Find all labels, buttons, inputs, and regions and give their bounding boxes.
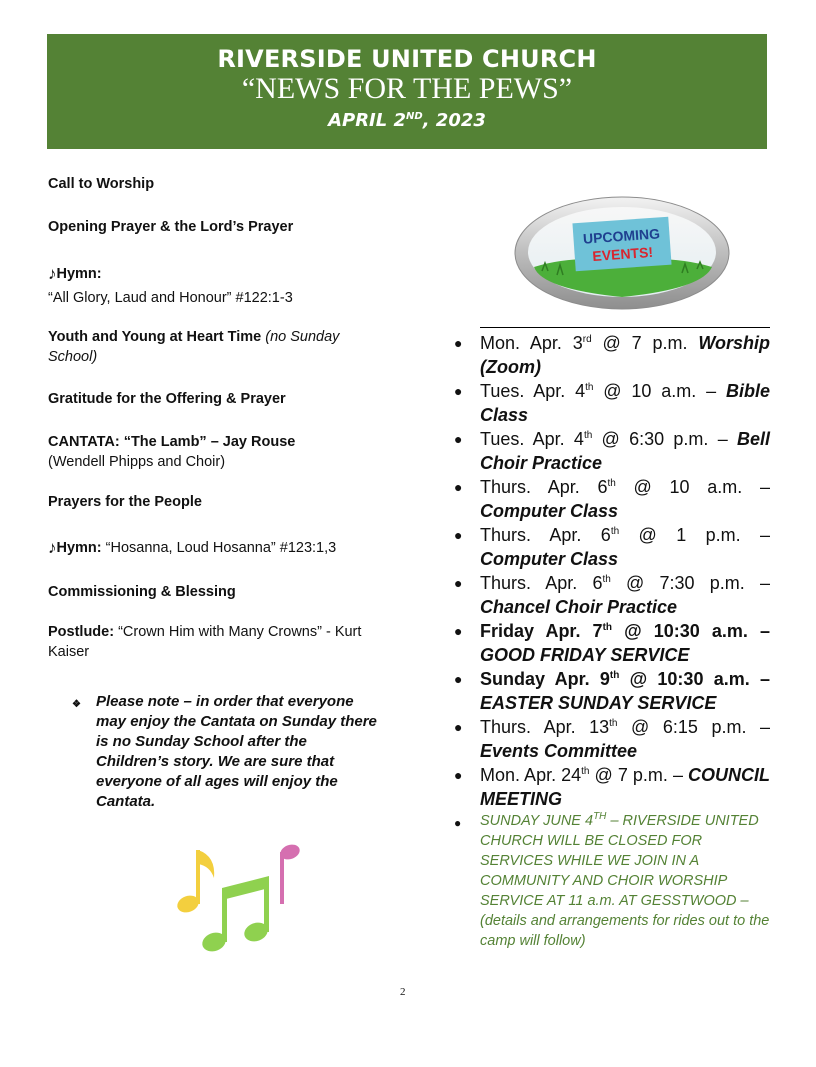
church-name: RIVERSIDE UNITED CHURCH [217, 45, 597, 73]
prayers-for-people: Prayers for the People [48, 494, 202, 510]
music-note-icon: ♪ [48, 538, 57, 557]
events-image-line1: UPCOMING [582, 225, 661, 247]
page-number: 2 [400, 986, 406, 998]
music-notes-icon [170, 838, 310, 958]
hymn-1: ♪Hymn: [48, 264, 102, 283]
hymn-2: ♪Hymn: “Hosanna, Loud Hosanna” #123:1,3 [48, 538, 337, 557]
newsletter-date: APRIL 2ND, 2023 [328, 110, 486, 131]
commissioning-blessing: Commissioning & Blessing [48, 584, 236, 600]
opening-prayer: Opening Prayer & the Lord’s Prayer [48, 219, 294, 235]
header-banner [47, 34, 767, 149]
cantata: CANTATA: “The Lamb” – Jay Rouse (Wendell Phipps and Choir) [48, 434, 296, 470]
music-note-icon: ♪ [48, 264, 57, 283]
hymn-1-title: “All Glory, Laud and Honour” #122:1-3 [48, 290, 293, 306]
diamond-bullet-icon: ❖ [72, 699, 81, 710]
call-to-worship: Call to Worship [48, 176, 155, 192]
divider-line [480, 327, 770, 328]
postlude: Postlude: “Crown Him with Many Crowns” - Kurt Kaiser [48, 624, 362, 660]
events-image-line2: EVENTS! [591, 243, 654, 265]
newsletter-title: “NEWS FOR THE PEWS” [241, 72, 573, 105]
gratitude-offering: Gratitude for the Offering & Prayer [48, 391, 286, 407]
upcoming-events-image [512, 193, 732, 313]
youth-time: Youth and Young at Heart Time (no Sunday School) [48, 329, 340, 365]
